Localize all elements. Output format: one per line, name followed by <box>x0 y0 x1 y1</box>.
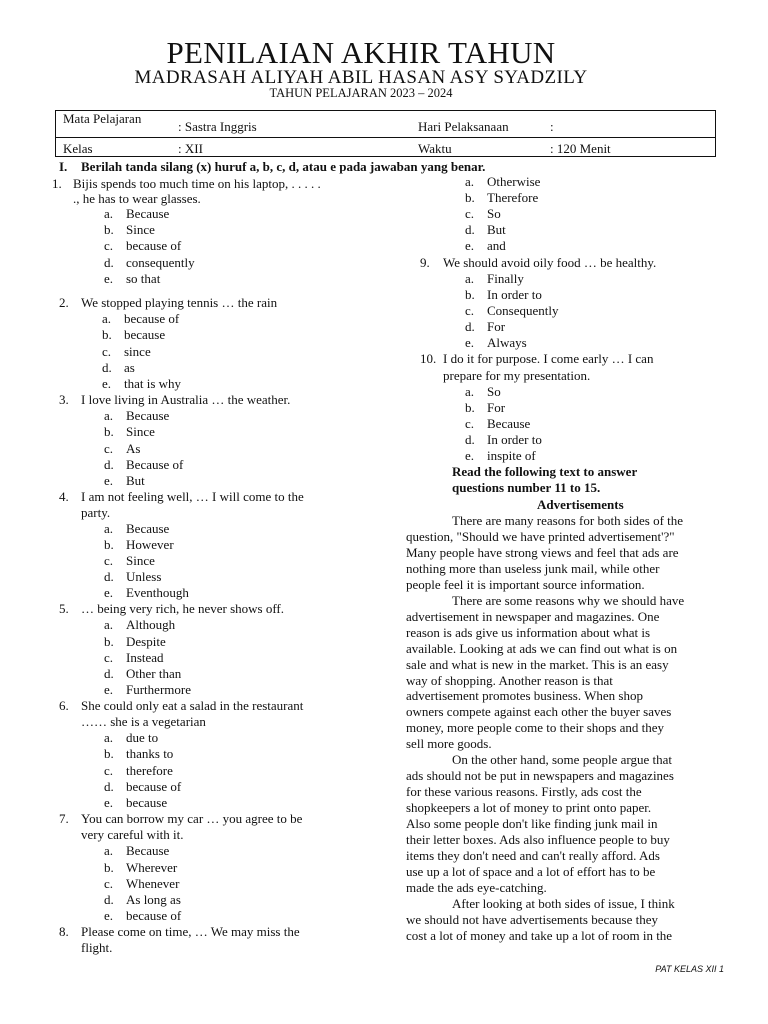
option-text: Other than <box>126 666 182 681</box>
passage-line: people feel it is important source information. <box>406 576 645 592</box>
day-colon: : <box>550 119 554 134</box>
option-8-b <box>465 190 538 206</box>
option-1-a <box>104 206 169 222</box>
option-8-e <box>465 238 506 254</box>
option-text: Because <box>487 416 531 431</box>
passage-line: owners compete against each other the buyer saves <box>406 704 672 720</box>
option-text: Eventhough <box>126 585 189 600</box>
passage-line: question, "Should we have printed advertisement'?" <box>406 528 675 544</box>
passage-line: we should not have advertisements because they <box>406 911 658 927</box>
option-9-d <box>465 319 505 335</box>
option-text: Since <box>126 222 155 237</box>
option-text: because of <box>126 908 182 923</box>
passage-line: their letter boxes. Ads also influence people to buy <box>406 832 670 847</box>
option-letter: b. <box>104 222 114 237</box>
option-text: Finally <box>487 271 524 286</box>
option-1-e <box>104 271 160 287</box>
option-text: In order to <box>487 432 542 447</box>
option-letter: d. <box>104 457 114 472</box>
option-text: because <box>124 327 166 342</box>
question-text-8: Please come on time, … We may miss the <box>81 924 300 939</box>
option-letter: e. <box>104 682 114 697</box>
option-letter: a. <box>104 206 114 221</box>
option-6-a <box>104 730 158 746</box>
question-text-6: She could only eat a salad in the restaurant <box>81 698 304 713</box>
passage-line: advertisement in newspaper and magazines. One <box>406 608 660 624</box>
option-4-c <box>104 553 155 569</box>
option-9-c <box>465 303 559 319</box>
question-text-8-cont: flight. <box>81 940 113 955</box>
option-text: So <box>487 206 501 221</box>
passage-line: for these various reasons. Firstly, ads cost the <box>406 784 642 800</box>
passage-line: money, more people come to their shops and they <box>406 720 665 736</box>
option-letter: b. <box>104 860 114 875</box>
option-letter: a. <box>104 521 114 536</box>
question-text-10: I do it for purpose. I come early … I can <box>443 351 654 366</box>
option-text: Because of <box>126 457 184 472</box>
option-9-b <box>465 287 542 303</box>
option-letter: e. <box>465 335 475 350</box>
option-9-a <box>465 271 524 287</box>
option-letter: a. <box>104 408 114 423</box>
option-letter: b. <box>104 746 114 761</box>
option-2-c <box>102 344 151 360</box>
option-letter: e. <box>104 585 114 600</box>
option-5-a <box>104 617 175 633</box>
option-letter: a. <box>465 384 475 399</box>
option-9-e <box>465 335 527 351</box>
reading-title: Advertisements <box>537 497 624 512</box>
option-letter: c. <box>104 876 114 891</box>
option-letter: c. <box>104 650 114 665</box>
option-text: Wherever <box>126 860 178 875</box>
question-number-4: 4. <box>59 489 69 504</box>
option-letter: b. <box>102 327 112 342</box>
option-text: Although <box>126 617 176 632</box>
option-letter: d. <box>104 779 114 794</box>
time-label: Waktu <box>418 141 452 156</box>
option-text: that is why <box>124 376 182 391</box>
option-7-b <box>104 860 177 876</box>
option-letter: c. <box>104 238 114 253</box>
info-table-divider <box>55 137 716 138</box>
option-3-c <box>104 441 140 457</box>
option-10-d <box>465 432 542 448</box>
option-letter: a. <box>102 311 112 326</box>
option-text: As <box>126 441 141 456</box>
option-text: Since <box>126 424 155 439</box>
question-text-5: … being very rich, he never shows off. <box>81 601 285 616</box>
passage-line: use up a lot of space and a lot of effort has to be <box>406 863 656 879</box>
passage-line: There are many reasons for both sides of the <box>452 513 684 528</box>
option-5-e <box>104 682 191 698</box>
passage-line: On the other hand, some people argue that <box>452 752 672 768</box>
option-4-b <box>104 537 174 553</box>
question-text-7-cont: very careful with it. <box>81 827 184 842</box>
option-3-b <box>104 424 155 440</box>
class-value: : XII <box>178 141 203 156</box>
option-7-c <box>104 876 179 892</box>
option-text: Otherwise <box>487 174 541 189</box>
option-text: consequently <box>126 255 195 270</box>
option-text: because of <box>126 779 182 794</box>
option-text: because of <box>126 238 182 253</box>
option-3-a <box>104 408 169 424</box>
option-4-d <box>104 569 161 585</box>
exam-info-table <box>55 110 716 157</box>
question-number-7: 7. <box>59 811 69 826</box>
class-label: Kelas <box>63 141 93 156</box>
option-text: so that <box>126 271 161 286</box>
option-10-c <box>465 416 530 432</box>
question-text-3: I love living in Australia … the weather. <box>81 392 291 407</box>
option-text: Since <box>126 553 155 568</box>
option-letter: c. <box>104 441 114 456</box>
option-letter: a. <box>465 174 475 189</box>
option-text: Because <box>126 843 170 858</box>
option-8-a <box>465 174 540 190</box>
option-text: Furthermore <box>126 682 191 697</box>
option-text: Because <box>126 521 170 536</box>
option-6-b <box>104 746 173 762</box>
option-7-e <box>104 908 181 924</box>
option-letter: e. <box>104 473 114 488</box>
question-text-2: We stopped playing tennis … the rain <box>81 295 278 310</box>
option-letter: e. <box>465 238 475 253</box>
question-number-10: 10. <box>420 351 437 366</box>
option-4-a <box>104 521 169 537</box>
option-8-d <box>465 222 506 238</box>
question-number-5: 5. <box>59 601 69 616</box>
option-7-a <box>104 843 169 859</box>
option-letter: d. <box>102 360 112 375</box>
option-letter: c. <box>465 206 475 221</box>
option-letter: d. <box>104 569 114 584</box>
option-text: But <box>126 473 145 488</box>
option-text: Whenever <box>126 876 180 891</box>
option-5-d <box>104 666 181 682</box>
day-label: Hari Pelaksanaan <box>418 119 509 134</box>
option-text: In order to <box>487 287 542 302</box>
reading-instruction: Read the following text to answer <box>452 464 638 479</box>
option-text: and <box>487 238 506 253</box>
passage-line: cost a lot of money and take up a lot of room in the <box>406 927 673 943</box>
option-letter: b. <box>465 287 475 302</box>
option-2-b <box>102 327 165 343</box>
passage-line: items they don't need and can't really afford. Ads <box>406 847 660 863</box>
option-10-e <box>465 448 536 464</box>
option-text: But <box>487 222 506 237</box>
passage-line: nothing more than useless junk mail, while other <box>406 560 660 576</box>
option-10-a <box>465 384 501 400</box>
option-letter: b. <box>104 634 114 649</box>
question-number-2: 2. <box>59 295 69 310</box>
option-letter: d. <box>465 432 475 447</box>
option-1-b <box>104 222 155 238</box>
option-8-c <box>465 206 501 222</box>
option-letter: a. <box>104 730 114 745</box>
option-2-d <box>102 360 135 376</box>
option-text: So <box>487 384 501 399</box>
question-text-7: You can borrow my car … you agree to be <box>81 811 303 826</box>
option-letter: b. <box>104 424 114 439</box>
option-text: For <box>487 319 506 334</box>
option-text: Consequently <box>487 303 559 318</box>
passage-line: Many people have strong views and feel that ads are <box>406 544 679 560</box>
option-letter: e. <box>465 448 475 463</box>
option-text: Because <box>126 206 170 221</box>
academic-year: TAHUN PELAJARAN 2023 – 2024 <box>269 86 453 100</box>
passage-line: advertisement promotes business. When shop <box>406 688 643 704</box>
option-text: Instead <box>126 650 164 665</box>
question-text-4-cont: party. <box>81 505 111 520</box>
option-6-e <box>104 795 167 811</box>
option-letter: c. <box>102 344 112 359</box>
option-3-e <box>104 473 145 489</box>
passage-line: sale and what is new in the market. This is an easy <box>406 656 669 672</box>
option-text: However <box>126 537 174 552</box>
option-text: For <box>487 400 506 415</box>
option-text: As long as <box>126 892 181 907</box>
option-text: Unless <box>126 569 162 584</box>
option-text: because of <box>124 311 180 326</box>
option-text: Despite <box>126 634 166 649</box>
question-number-1: 1. <box>52 176 62 191</box>
passage-line: After looking at both sides of issue, I think <box>452 895 675 911</box>
school-name: MADRASAH ALIYAH ABIL HASAN ASY SYADZILY <box>134 67 588 88</box>
passage-line: There are some reasons why we should have <box>452 592 685 608</box>
option-6-d <box>104 779 181 795</box>
page-title: PENILAIAN AKHIR TAHUN <box>166 35 556 70</box>
passage-line: shopkeepers a lot of money to print onto paper. <box>406 800 652 816</box>
passage-line: available. Looking at ads we can find out what is on <box>406 640 678 656</box>
option-letter: c. <box>104 553 114 568</box>
passage-line: way of shopping. Another reason is that <box>406 672 613 688</box>
option-text: Therefore <box>487 190 539 205</box>
option-letter: b. <box>465 400 475 415</box>
question-text-9: We should avoid oily food … be healthy. <box>443 255 657 270</box>
option-4-e <box>104 585 189 601</box>
option-letter: b. <box>465 190 475 205</box>
question-number-8: 8. <box>59 924 69 939</box>
option-2-e <box>102 376 181 392</box>
option-letter: a. <box>465 271 475 286</box>
option-10-b <box>465 400 505 416</box>
section-number: I. <box>59 159 68 174</box>
option-7-d <box>104 892 181 908</box>
section-instruction: Berilah tanda silang (x) huruf a, b, c, d, atau e pada jawaban yang benar. <box>81 159 486 174</box>
passage-line: Also some people don't like finding junk mail in <box>406 816 658 832</box>
question-number-6: 6. <box>59 698 69 713</box>
option-5-c <box>104 650 164 666</box>
question-text-4: I am not feeling well, … I will come to the <box>81 489 304 504</box>
option-1-c <box>104 238 181 254</box>
question-number-3: 3. <box>59 392 69 407</box>
option-letter: e. <box>104 795 114 810</box>
option-letter: a. <box>104 843 114 858</box>
time-value: : 120 Menit <box>550 141 611 156</box>
option-text: thanks to <box>126 746 174 761</box>
passage-line: made the ads eye-catching. <box>406 879 547 895</box>
option-text: because <box>126 795 168 810</box>
option-letter: d. <box>465 222 475 237</box>
option-letter: c. <box>465 416 475 431</box>
option-letter: d. <box>104 892 114 907</box>
option-text: as <box>124 360 135 375</box>
option-text: Always <box>487 335 527 350</box>
question-number-9: 9. <box>420 255 430 270</box>
question-text-1: Bijis spends too much time on his laptop, . . . . . <box>73 176 321 191</box>
option-letter: e. <box>104 908 114 923</box>
option-text: therefore <box>126 763 173 778</box>
option-text: since <box>124 344 151 359</box>
option-text: due to <box>126 730 159 745</box>
option-letter: a. <box>104 617 114 632</box>
passage-line: reason is ads give us information about what is <box>406 624 651 640</box>
option-1-d <box>104 255 195 271</box>
passage-line: sell more goods. <box>406 736 492 752</box>
option-6-c <box>104 763 173 779</box>
option-letter: d. <box>104 255 114 270</box>
question-text-1-cont: ., he has to wear glasses. <box>73 191 201 206</box>
question-text-6-cont: …… she is a vegetarian <box>81 714 206 729</box>
reading-instruction: questions number 11 to 15. <box>452 480 601 495</box>
option-3-d <box>104 457 183 473</box>
option-2-a <box>102 311 179 327</box>
option-5-b <box>104 634 166 650</box>
question-text-10-cont: prepare for my presentation. <box>443 368 591 383</box>
option-letter: d. <box>465 319 475 334</box>
option-letter: d. <box>104 666 114 681</box>
option-text: Because <box>126 408 170 423</box>
option-letter: e. <box>102 376 112 391</box>
subject-label: Mata Pelajaran <box>63 111 142 126</box>
option-text: inspite of <box>487 448 536 463</box>
option-letter: e. <box>104 271 114 286</box>
page-footer: PAT KELAS XII 1 <box>655 964 724 974</box>
option-letter: b. <box>104 537 114 552</box>
passage-line: ads should not be put in newspapers and magazines <box>406 768 674 784</box>
option-letter: c. <box>465 303 475 318</box>
subject-value: : Sastra Inggris <box>178 119 257 134</box>
option-letter: c. <box>104 763 114 778</box>
